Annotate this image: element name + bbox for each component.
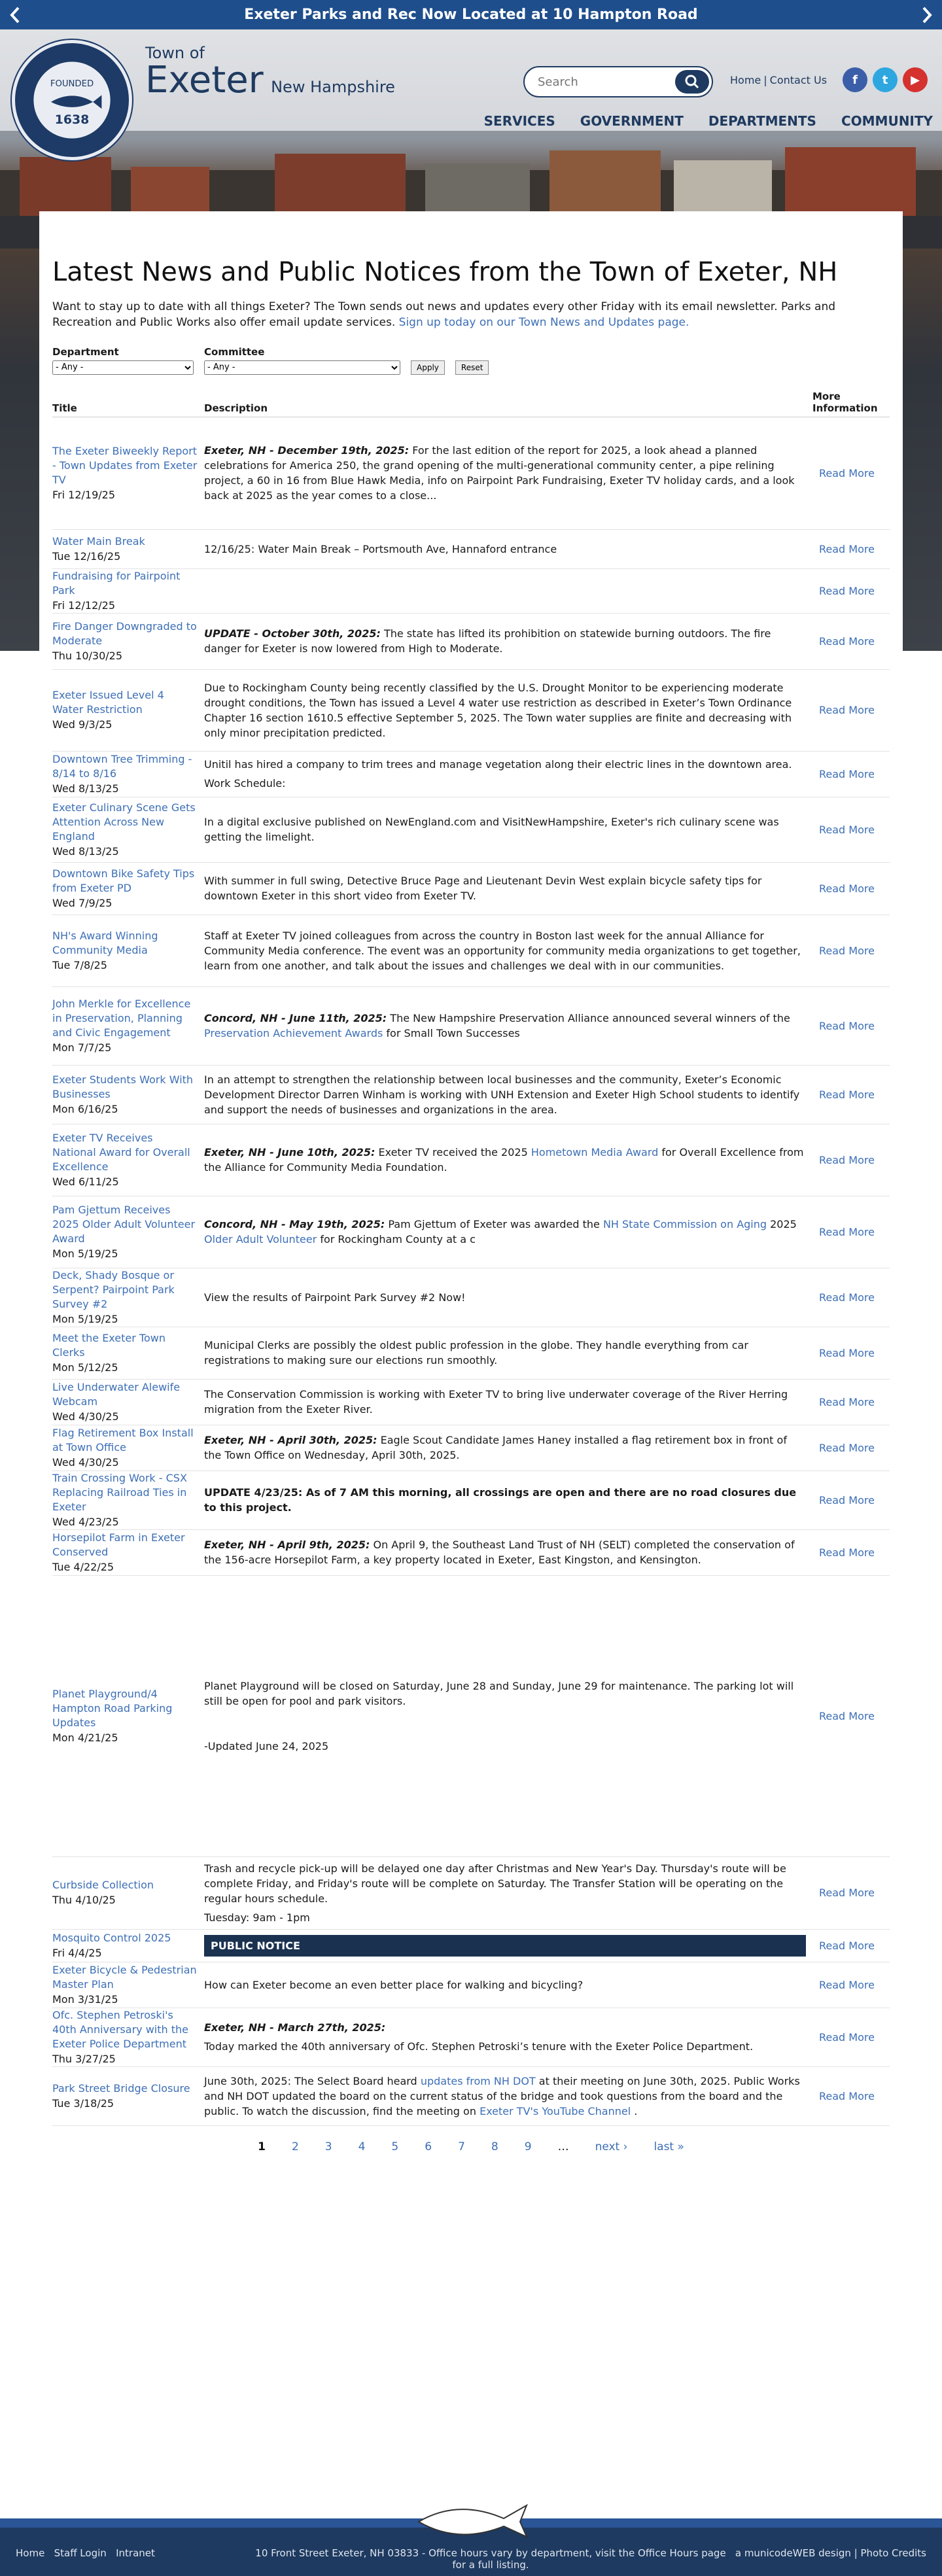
title-cell	[52, 751, 204, 797]
town-wordmark[interactable]	[145, 44, 395, 99]
more-cell	[812, 1929, 890, 1962]
description-cell	[204, 529, 812, 568]
description-cell	[204, 1471, 812, 1529]
town-seal-logo[interactable]	[12, 40, 132, 160]
read-more-link[interactable]: Read More	[819, 1088, 875, 1101]
description-cell	[204, 1856, 812, 1929]
description-text: View the results of Pairpoint Park Survey #2 Now!	[204, 1291, 466, 1304]
news-title-link[interactable]: Deck, Shady Bosque or Serpent? Pairpoint Park Survey #2	[52, 1268, 175, 1310]
read-more-link[interactable]: Read More	[819, 542, 875, 555]
more-cell	[812, 797, 890, 862]
news-date: Wed 4/23/25	[52, 1515, 119, 1528]
inline-link[interactable]: Hometown Media Award	[531, 1146, 659, 1158]
news-date: Wed 6/11/25	[52, 1175, 119, 1188]
title-cell	[52, 1471, 204, 1529]
page-link: …	[557, 2140, 569, 2153]
pagination	[52, 2140, 890, 2153]
search-input[interactable]	[538, 75, 669, 89]
title-cell	[52, 862, 204, 914]
committee-select[interactable]	[204, 360, 400, 375]
table-row	[52, 1962, 890, 2008]
title-cell	[52, 1268, 204, 1327]
read-more-link[interactable]: Read More	[819, 1346, 875, 1359]
dateline: Concord, NH - May 19th, 2025:	[204, 1218, 385, 1230]
description-extra: -Updated June 24, 2025	[204, 1739, 329, 1752]
department-select[interactable]	[52, 360, 194, 375]
intro-text	[52, 299, 890, 330]
news-table	[52, 388, 890, 2126]
svg-text:1638: 1638	[54, 112, 90, 127]
more-cell	[812, 1575, 890, 1856]
more-cell	[812, 2008, 890, 2066]
table-row	[52, 1471, 890, 1529]
news-date: Wed 4/30/25	[52, 1455, 119, 1469]
description-cell	[204, 568, 812, 613]
news-title-link[interactable]: Fundraising for Pairpoint Park	[52, 569, 181, 597]
table-row	[52, 1425, 890, 1471]
banner-text[interactable]: Exeter Parks and Rec Now Located at 10 Hampton Road	[244, 7, 698, 23]
description-text: The state has lifted its prohibition on statewide burning outdoors. The fire danger for Exeter is now lowered from High to Moderate.	[204, 627, 771, 655]
content-card	[39, 211, 903, 2463]
description-text: Staff at Exeter TV joined colleagues from across the country in Boston last week for the annual Alliance for Community Media conference. The event was an opportunity for community media organizations to get together, learn from one another, and talk about the issues and challenges we deal with in our communities.	[204, 929, 801, 972]
read-more-link[interactable]: Read More	[819, 767, 875, 780]
table-row	[52, 1196, 890, 1268]
more-cell	[812, 862, 890, 914]
footer-staff-login[interactable]: Staff Login	[54, 2547, 107, 2559]
col-title: Title	[52, 388, 204, 417]
table-row	[52, 1856, 890, 1929]
table-row	[52, 1327, 890, 1379]
more-cell	[812, 1124, 890, 1196]
table-row	[52, 914, 890, 986]
read-more-link[interactable]: Read More	[819, 2089, 875, 2102]
inline-link-2[interactable]: Exeter TV's YouTube Channel	[480, 2104, 631, 2117]
nav-community[interactable]: COMMUNITY	[841, 113, 933, 129]
description-text: Pam Gjettum of Exeter was awarded the	[388, 1218, 600, 1230]
dateline: Exeter, NH - June 10th, 2025:	[204, 1146, 375, 1158]
town-name: Exeter	[145, 59, 264, 101]
facebook-icon[interactable]: f	[843, 67, 867, 92]
description-tail-2: .	[634, 2104, 638, 2117]
title-cell	[52, 1425, 204, 1471]
inline-link-2[interactable]: Older Adult Volunteer	[204, 1233, 317, 1245]
chevron-left-icon[interactable]	[5, 5, 25, 25]
description-text: Eagle Scout Candidate James Haney installed a flag retirement box in front of the Town Office on Wednesday, April 30th, 2025.	[204, 1434, 787, 1461]
news-date: Wed 8/13/25	[52, 844, 119, 858]
description-text: Exeter TV received the 2025	[378, 1146, 528, 1158]
news-title-link[interactable]: Mosquito Control 2025	[52, 1931, 171, 1944]
table-row	[52, 862, 890, 914]
read-more-link[interactable]: Read More	[819, 1709, 875, 1722]
news-title-link[interactable]: Planet Playground/4 Hampton Road Parking Updates	[52, 1687, 173, 1729]
description-text: Municipal Clerks are possibly the oldest public profession in the globe. They handle everything from car registrations to making sure our elections run smoothly.	[204, 1339, 748, 1366]
col-more: More Information	[812, 388, 890, 417]
news-date: Mon 4/21/25	[52, 1731, 118, 1744]
intro-body: Want to stay up to date with all things Exeter? The Town sends out news and updates every other Friday with its email newsletter. Parks and Recreation and Public Works also offer email update services.	[52, 300, 836, 329]
description-tail-2: for Rockingham County at a c	[320, 1233, 476, 1245]
title-cell	[52, 1065, 204, 1124]
news-date: Wed 4/30/25	[52, 1410, 119, 1423]
description-cell	[204, 1929, 812, 1962]
footer-intranet[interactable]: Intranet	[116, 2547, 155, 2559]
table-row	[52, 1065, 890, 1124]
description-extra: Tuesday: 9am - 1pm	[204, 1911, 310, 1924]
col-description: Description	[204, 388, 812, 417]
utility-links: Home | Contact Us	[730, 74, 828, 86]
news-title-link[interactable]: Curbside Collection	[52, 1879, 154, 1891]
read-more-link[interactable]: Read More	[819, 1225, 875, 1238]
news-date: Thu 4/10/25	[52, 1894, 116, 1906]
footer-credit[interactable]: a municodeWEB design | Photo Credits	[735, 2547, 926, 2559]
news-title-link[interactable]: Pam Gjettum Receives 2025 Older Adult Volunteer Award	[52, 1203, 196, 1245]
description-text: In an attempt to strengthen the relationship between local businesses and the community, Exeter’s Economic Development Director Darren Winham is working with UNH Extension and Exeter High School students to identify and support the needs of businesses and organizations in the area.	[204, 1073, 800, 1116]
title-cell	[52, 529, 204, 568]
news-date: Tue 7/8/25	[52, 958, 107, 971]
description-cell	[204, 1268, 812, 1327]
news-date: Mon 3/31/25	[52, 1993, 118, 2006]
read-more-link[interactable]: Read More	[819, 635, 875, 648]
table-row	[52, 986, 890, 1065]
title-cell	[52, 669, 204, 751]
town-prefix: Town of	[145, 44, 205, 62]
svg-text:FOUNDED: FOUNDED	[50, 79, 94, 90]
title-cell	[52, 613, 204, 669]
read-more-link[interactable]: Read More	[819, 1395, 875, 1408]
read-more-link[interactable]: Read More	[819, 1939, 875, 1952]
description-cell	[204, 1379, 812, 1425]
site-footer	[0, 2518, 942, 2576]
description-text: Unitil has hired a company to trim trees and manage vegetation along their electric lines in the downtown area.	[204, 758, 792, 771]
description-text: How can Exeter become an even better place for walking and bicycling?	[204, 1978, 584, 1991]
read-more-link[interactable]: Read More	[819, 823, 875, 836]
more-cell	[812, 2066, 890, 2125]
read-more-link[interactable]: Read More	[819, 944, 875, 957]
page-link[interactable]: next ›	[595, 2140, 628, 2153]
description-cell	[204, 1124, 812, 1196]
read-more-link[interactable]: Read More	[819, 1291, 875, 1304]
title-cell	[52, 1929, 204, 1962]
read-more-link[interactable]: Read More	[819, 1441, 875, 1454]
more-cell	[812, 986, 890, 1065]
table-row	[52, 1575, 890, 1856]
footer-address: 10 Front Street Exeter, NH 03833 - Office hours vary by department, visit the Office Hours page for a full listing.	[255, 2547, 726, 2571]
news-title-link[interactable]: The Exeter Biweekly Report - Town Updates from Exeter TV	[52, 444, 198, 486]
title-cell	[52, 914, 204, 986]
news-title-link[interactable]: John Merkle for Excellence in Preservation, Planning and Civic Engagement	[52, 997, 191, 1039]
news-date: Mon 7/7/25	[52, 1041, 112, 1054]
description-text: Due to Rockingham County being recently classified by the U.S. Drought Monitor to be experiencing moderate drought conditions, the Town has issued a Level 4 water use restriction as described in Exeter’s Town Ordinance Chapter 16 section 1610.5 effective September 5, 2025. The Town water supplies are finite and decreasing with only minor precipitation predicted.	[204, 681, 792, 739]
title-cell	[52, 2008, 204, 2066]
table-row	[52, 751, 890, 797]
description-text: The Conservation Commission is working with Exeter TV to bring live underwater coverage of the River Herring migration from the Exeter River.	[204, 1388, 788, 1416]
news-title-link[interactable]: Park Street Bridge Closure	[52, 2081, 190, 2095]
title-cell	[52, 568, 204, 613]
read-more-link[interactable]: Read More	[819, 704, 875, 716]
title-cell	[52, 986, 204, 1065]
news-title-link[interactable]: Horsepilot Farm in Exeter Conserved	[52, 1531, 185, 1558]
more-cell	[812, 1268, 890, 1327]
page-link[interactable]: 9	[524, 2140, 532, 2153]
description-cell	[204, 1425, 812, 1471]
news-date: Tue 12/16/25	[52, 549, 121, 563]
page-link[interactable]: 7	[458, 2140, 465, 2153]
title-cell	[52, 797, 204, 862]
news-date: Mon 5/19/25	[52, 1247, 118, 1260]
description-text: For the last edition of the report for 2025, a look ahead a planned celebrations for America 250, the grand opening of the multi-generational community center, a pipe relining project, a 60 in 16 from Blue Hawk Media, info on Pairpoint Park Fundraising, Exeter TV holiday cards, and a look back at 2025 as the year comes to a close...	[204, 444, 795, 502]
main-nav	[484, 113, 933, 129]
description-text: On April 9, the Southeast Land Trust of NH (SELT) completed the conservation of the 156-acre Horsepilot Farm, a key property located in Exeter, East Kingston, and Kensington.	[204, 1539, 795, 1566]
more-cell	[812, 669, 890, 751]
title-cell	[52, 1196, 204, 1268]
description-tail: 2025	[770, 1218, 797, 1230]
inline-link[interactable]: Preservation Achievement Awards	[204, 1027, 383, 1039]
more-cell	[812, 1471, 890, 1529]
search-box[interactable]	[523, 66, 713, 97]
more-cell	[812, 1529, 890, 1575]
read-more-link[interactable]: Read More	[819, 1493, 875, 1506]
committee-label: Committee	[204, 346, 265, 358]
page-link[interactable]: 8	[491, 2140, 498, 2153]
news-date: Thu 3/27/25	[52, 2052, 116, 2065]
news-date: Mon 5/12/25	[52, 1361, 118, 1374]
news-title-link[interactable]: Water Main Break	[52, 534, 145, 548]
description-cell	[204, 2066, 812, 2125]
inline-link[interactable]: NH State Commission on Aging	[602, 1218, 767, 1230]
read-more-link[interactable]: Read More	[819, 1546, 875, 1559]
read-more-link[interactable]: Read More	[819, 584, 875, 597]
table-row	[52, 529, 890, 568]
news-date: Wed 9/3/25	[52, 718, 113, 731]
state-name: New Hampshire	[271, 78, 395, 96]
contact-link[interactable]: Contact Us	[769, 74, 828, 86]
description-extra: Today marked the 40th anniversary of Ofc. Stephen Petroski’s tenure with the Exeter Police Department.	[204, 2040, 754, 2053]
page-link[interactable]: 2	[291, 2140, 299, 2153]
news-title-link[interactable]: Exeter Bicycle & Pedestrian Master Plan	[52, 1963, 197, 1991]
apply-button[interactable]: Apply	[411, 360, 445, 375]
more-cell	[812, 1379, 890, 1425]
more-cell	[812, 568, 890, 613]
table-row	[52, 1929, 890, 1962]
read-more-link[interactable]: Read More	[819, 466, 875, 479]
description-cell	[204, 1962, 812, 2008]
public-notice-label: PUBLIC NOTICE	[204, 1935, 806, 1957]
description-text: June 30th, 2025: The Select Board heard	[204, 2074, 417, 2087]
twitter-icon[interactable]: t	[873, 67, 898, 92]
chevron-right-icon[interactable]	[917, 5, 937, 25]
description-cell	[204, 862, 812, 914]
description-extra: Work Schedule:	[204, 777, 286, 790]
title-cell	[52, 1856, 204, 1929]
news-title-link[interactable]: Fire Danger Downgraded to Moderate	[52, 619, 197, 647]
description-cell	[204, 986, 812, 1065]
footer-home-link[interactable]: Home	[16, 2547, 45, 2559]
dateline: Exeter, NH - April 30th, 2025:	[204, 1434, 377, 1446]
news-title-link[interactable]: Flag Retirement Box Install at Town Office	[52, 1426, 194, 1453]
read-more-link[interactable]: Read More	[819, 1153, 875, 1166]
description-cell	[204, 751, 812, 797]
table-row	[52, 669, 890, 751]
table-row	[52, 797, 890, 862]
news-date: Thu 10/30/25	[52, 649, 122, 662]
read-more-link[interactable]: Read More	[819, 882, 875, 895]
search-button[interactable]	[675, 70, 709, 94]
news-date: Fri 12/19/25	[52, 488, 116, 501]
description-text: Planet Playground will be closed on Saturday, June 28 and Sunday, June 29 for maintenance. The parking lot will still be open for pool and park visitors.	[204, 1679, 794, 1707]
search-icon	[685, 75, 699, 89]
more-cell	[812, 1196, 890, 1268]
more-cell	[812, 751, 890, 797]
description-cell	[204, 1529, 812, 1575]
news-title-link[interactable]: Ofc. Stephen Petroski's 40th Anniversary with the Exeter Police Department	[52, 2008, 188, 2050]
more-cell	[812, 417, 890, 529]
title-cell	[52, 1124, 204, 1196]
title-cell	[52, 2066, 204, 2125]
page-link[interactable]: 4	[358, 2140, 366, 2153]
table-row	[52, 1124, 890, 1196]
dateline: Exeter, NH - April 9th, 2025:	[204, 1539, 370, 1551]
nav-departments[interactable]: DEPARTMENTS	[708, 113, 816, 129]
nav-government[interactable]: GOVERNMENT	[580, 113, 684, 129]
news-date: Fri 12/12/25	[52, 599, 116, 612]
dateline: UPDATE - October 30th, 2025:	[204, 627, 381, 640]
read-more-link[interactable]: Read More	[819, 2030, 875, 2044]
description-cell	[204, 2008, 812, 2066]
footer-links	[16, 2547, 155, 2559]
title-cell	[52, 1379, 204, 1425]
description-cell	[204, 613, 812, 669]
news-title-link[interactable]: Live Underwater Alewife Webcam	[52, 1380, 181, 1408]
news-title-link[interactable]: NH's Award Winning Community Media	[52, 929, 158, 956]
read-more-link[interactable]: Read More	[819, 1978, 875, 1991]
dateline: Concord, NH - June 11th, 2025:	[204, 1012, 387, 1024]
page-title: Latest News and Public Notices from the Town of Exeter, NH	[52, 257, 838, 287]
description-cell	[204, 914, 812, 986]
news-title-link[interactable]: Downtown Bike Safety Tips from Exeter PD	[52, 867, 195, 894]
more-cell	[812, 1962, 890, 2008]
description-cell	[204, 797, 812, 862]
news-date: Mon 6/16/25	[52, 1102, 118, 1115]
more-cell	[812, 529, 890, 568]
more-cell	[812, 613, 890, 669]
title-cell	[52, 1327, 204, 1379]
news-date: Wed 7/9/25	[52, 896, 113, 909]
nav-services[interactable]: SERVICES	[483, 113, 555, 129]
news-date: Wed 8/13/25	[52, 782, 119, 795]
page-link[interactable]: 6	[425, 2140, 432, 2153]
title-cell	[52, 417, 204, 529]
dateline: Exeter, NH - March 27th, 2025:	[204, 2021, 386, 2034]
news-title-link[interactable]: Train Crossing Work - CSX Replacing Railroad Ties in Exeter	[52, 1471, 187, 1513]
more-cell	[812, 1065, 890, 1124]
more-cell	[812, 1856, 890, 1929]
title-cell	[52, 1575, 204, 1856]
description-text: The New Hampshire Preservation Alliance announced several winners of the	[390, 1012, 790, 1024]
news-title-link[interactable]: Meet the Exeter Town Clerks	[52, 1331, 166, 1359]
page-link[interactable]: 3	[324, 2140, 332, 2153]
news-date: Fri 4/4/25	[52, 1946, 102, 1959]
inline-link[interactable]: updates from NH DOT	[420, 2074, 536, 2087]
news-title-link[interactable]: Downtown Tree Trimming - 8/14 to 8/16	[52, 752, 192, 780]
description-cell	[204, 1065, 812, 1124]
news-title-link[interactable]: Exeter Culinary Scene Gets Attention Across New England	[52, 801, 196, 843]
filters-form	[52, 346, 890, 375]
description-text: With summer in full swing, Detective Bruce Page and Lieutenant Devin West explain bicycle safety tips for downtown Exeter in this short video from Exeter TV.	[204, 875, 762, 902]
description-cell	[204, 1327, 812, 1379]
page-current: 1	[258, 2140, 266, 2153]
announcement-banner[interactable]	[0, 0, 942, 29]
news-title-link[interactable]: Exeter Students Work With Businesses	[52, 1073, 194, 1100]
home-link[interactable]: Home	[730, 74, 761, 86]
title-cell	[52, 1529, 204, 1575]
news-title-link[interactable]: Exeter TV Receives National Award for Overall Excellence	[52, 1131, 190, 1173]
description-cell	[204, 669, 812, 751]
read-more-link[interactable]: Read More	[819, 1887, 875, 1899]
table-row	[52, 1529, 890, 1575]
description-tail: for Overall Excellence from the Alliance for Community Media Foundation.	[204, 1146, 804, 1174]
social-links	[843, 67, 928, 92]
table-row	[52, 613, 890, 669]
table-row	[52, 2008, 890, 2066]
description-tail: for Small Town Successes	[386, 1027, 520, 1039]
page-link[interactable]: last »	[654, 2140, 684, 2153]
description-cell	[204, 1575, 812, 1856]
news-title-link[interactable]: Exeter Issued Level 4 Water Restriction	[52, 689, 164, 716]
read-more-link[interactable]: Read More	[819, 1019, 875, 1032]
description-cell	[204, 417, 812, 529]
table-row	[52, 568, 890, 613]
more-cell	[812, 914, 890, 986]
reset-button[interactable]: Reset	[455, 360, 489, 375]
table-row	[52, 1379, 890, 1425]
news-date: Tue 4/22/25	[52, 1560, 114, 1573]
description-text: In a digital exclusive published on NewEngland.com and VisitNewHampshire, Exeter's rich culinary scene was getting the limelight.	[204, 816, 779, 843]
page-link[interactable]: 5	[391, 2140, 399, 2153]
news-date: Tue 3/18/25	[52, 2097, 114, 2110]
description-tail: at their meeting on June 30th, 2025. Public Works and NH DOT updated the board on the current status of the bridge and took questions from the board and the public. To watch the discussion, find the meeting on	[204, 2074, 800, 2117]
more-cell	[812, 1327, 890, 1379]
department-label: Department	[52, 346, 119, 358]
signup-link[interactable]: Sign up today on our Town News and Updates page.	[398, 316, 689, 329]
news-date: Mon 5/19/25	[52, 1312, 118, 1325]
table-row	[52, 1268, 890, 1327]
table-row	[52, 417, 890, 529]
update-text: UPDATE 4/23/25: As of 7 AM this morning, all crossings are open and there are no road closures due to this project.	[204, 1486, 797, 1514]
table-row	[52, 2066, 890, 2125]
youtube-icon[interactable]: ▶	[903, 67, 928, 92]
description-text: 12/16/25: Water Main Break – Portsmouth Ave, Hannaford entrance	[204, 542, 557, 555]
dateline: Exeter, NH - December 19th, 2025:	[204, 444, 410, 457]
title-cell	[52, 1962, 204, 2008]
description-text: Trash and recycle pick-up will be delayed one day after Christmas and New Year's Day. Thursday's route will be complete Friday, and Friday's route will be complete on Saturday. The Transfer Station will be operating on the regular hours schedule.	[204, 1862, 786, 1905]
description-cell	[204, 1196, 812, 1268]
fish-logo-icon	[406, 2492, 536, 2545]
more-cell	[812, 1425, 890, 1471]
